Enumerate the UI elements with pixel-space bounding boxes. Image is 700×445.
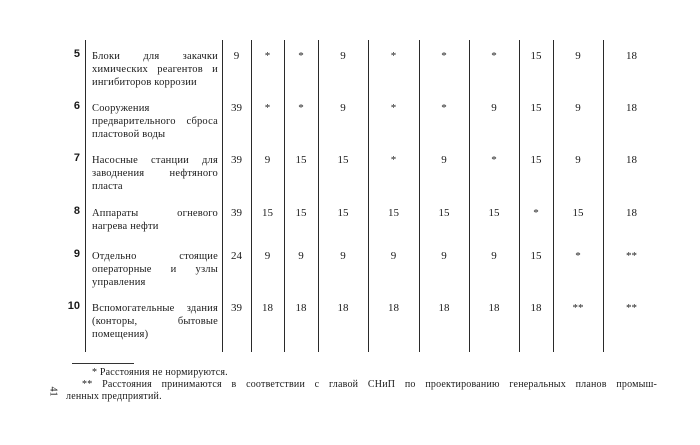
row-number: 5 <box>73 48 80 60</box>
table-cell: 18 <box>438 302 450 314</box>
table-cell: 9 <box>298 250 304 262</box>
table-cell: 9 <box>575 50 581 62</box>
table-cell: 15 <box>295 207 307 219</box>
table-cell: * <box>390 102 397 114</box>
table-cell: ** <box>626 302 637 314</box>
row-description: Блоки для закачки химических реагентов и ингибиторов коррозии <box>92 51 218 88</box>
table-cell: 9 <box>233 50 240 62</box>
row-number: 7 <box>73 152 80 164</box>
table-cell: 15 <box>262 207 273 219</box>
table-cell: 9 <box>264 250 271 262</box>
table-cell: 15 <box>530 250 542 262</box>
footnote-1: * Расстояния не нормируются. <box>92 367 228 378</box>
table-cell: 18 <box>388 302 399 314</box>
table-cell: 9 <box>340 50 346 62</box>
table-cell: 18 <box>262 302 273 314</box>
footnote-rule <box>72 363 134 364</box>
table-cell: 39 <box>231 102 242 114</box>
table-cell: 15 <box>572 207 584 219</box>
row-description: Сооружения предварительного сброса пластовой воды <box>92 103 218 140</box>
table-cell: 9 <box>575 154 581 166</box>
table-cell: * <box>390 154 397 166</box>
table-cell: * <box>264 50 271 62</box>
footnote-2-line2: ленных предприятий. <box>66 391 162 402</box>
table-cell: 9 <box>491 102 497 114</box>
page-number: 41 <box>47 386 59 397</box>
table-cell: 39 <box>231 207 242 219</box>
row-number: 10 <box>67 300 80 312</box>
table-cell: 9 <box>575 102 581 114</box>
table-cell: 15 <box>530 154 542 166</box>
table-cell: * <box>441 102 447 114</box>
table-cell: * <box>264 102 271 114</box>
table-cell: 9 <box>340 102 346 114</box>
table-cell: 39 <box>231 302 242 314</box>
row-number: 8 <box>73 205 80 217</box>
row-number: 9 <box>73 248 80 260</box>
table-cell: 9 <box>340 250 346 262</box>
table-cell: 9 <box>441 250 447 262</box>
table-cell: 15 <box>337 154 349 166</box>
table-cell: ** <box>626 250 637 262</box>
table-cell: 18 <box>295 302 307 314</box>
table-cell: 15 <box>295 154 307 166</box>
table-cell: 9 <box>264 154 271 166</box>
row-description: Отдельно стоящие операторные и узлы управления <box>92 251 218 288</box>
column-divider <box>85 40 86 352</box>
table-cell: 24 <box>231 250 242 262</box>
table-cell: * <box>491 154 497 166</box>
table-cell: * <box>575 250 581 262</box>
table-cell: ** <box>572 302 584 314</box>
table-cell: 18 <box>626 50 637 62</box>
row-description: Насосные станции для заводнения нефтяного пласта <box>92 155 218 192</box>
table-cell: 15 <box>438 207 450 219</box>
table-cell: 18 <box>530 302 542 314</box>
table-cell: 15 <box>337 207 349 219</box>
table-cell: 9 <box>491 250 497 262</box>
table-cell: 15 <box>388 207 399 219</box>
table-cell: 39 <box>231 154 242 166</box>
table-cell: * <box>390 50 397 62</box>
table-cell: 18 <box>626 154 637 166</box>
table-cell: 15 <box>530 50 542 62</box>
table-cell: 9 <box>441 154 447 166</box>
table-cell: * <box>441 50 447 62</box>
table-cell: * <box>298 102 304 114</box>
row-number: 6 <box>73 100 80 112</box>
footnote-2-line1: ** Расстояния принимаются в соответствии с главой СНиП по проектированию генеральных планов промыш- <box>82 379 657 390</box>
table-cell: 15 <box>488 207 500 219</box>
table-cell: * <box>533 207 539 219</box>
table-cell: * <box>491 50 497 62</box>
table-cell: 18 <box>488 302 500 314</box>
table-cell: * <box>298 50 304 62</box>
row-description: Аппараты огневого нагрева нефти <box>92 208 218 232</box>
table-cell: 9 <box>390 250 397 262</box>
table-cell: 18 <box>337 302 349 314</box>
table-cell: 18 <box>626 207 637 219</box>
row-description: Вспомогательные здания (конторы, бытовые помещения) <box>92 303 218 340</box>
table-cell: 18 <box>626 102 637 114</box>
table-cell: 15 <box>530 102 542 114</box>
